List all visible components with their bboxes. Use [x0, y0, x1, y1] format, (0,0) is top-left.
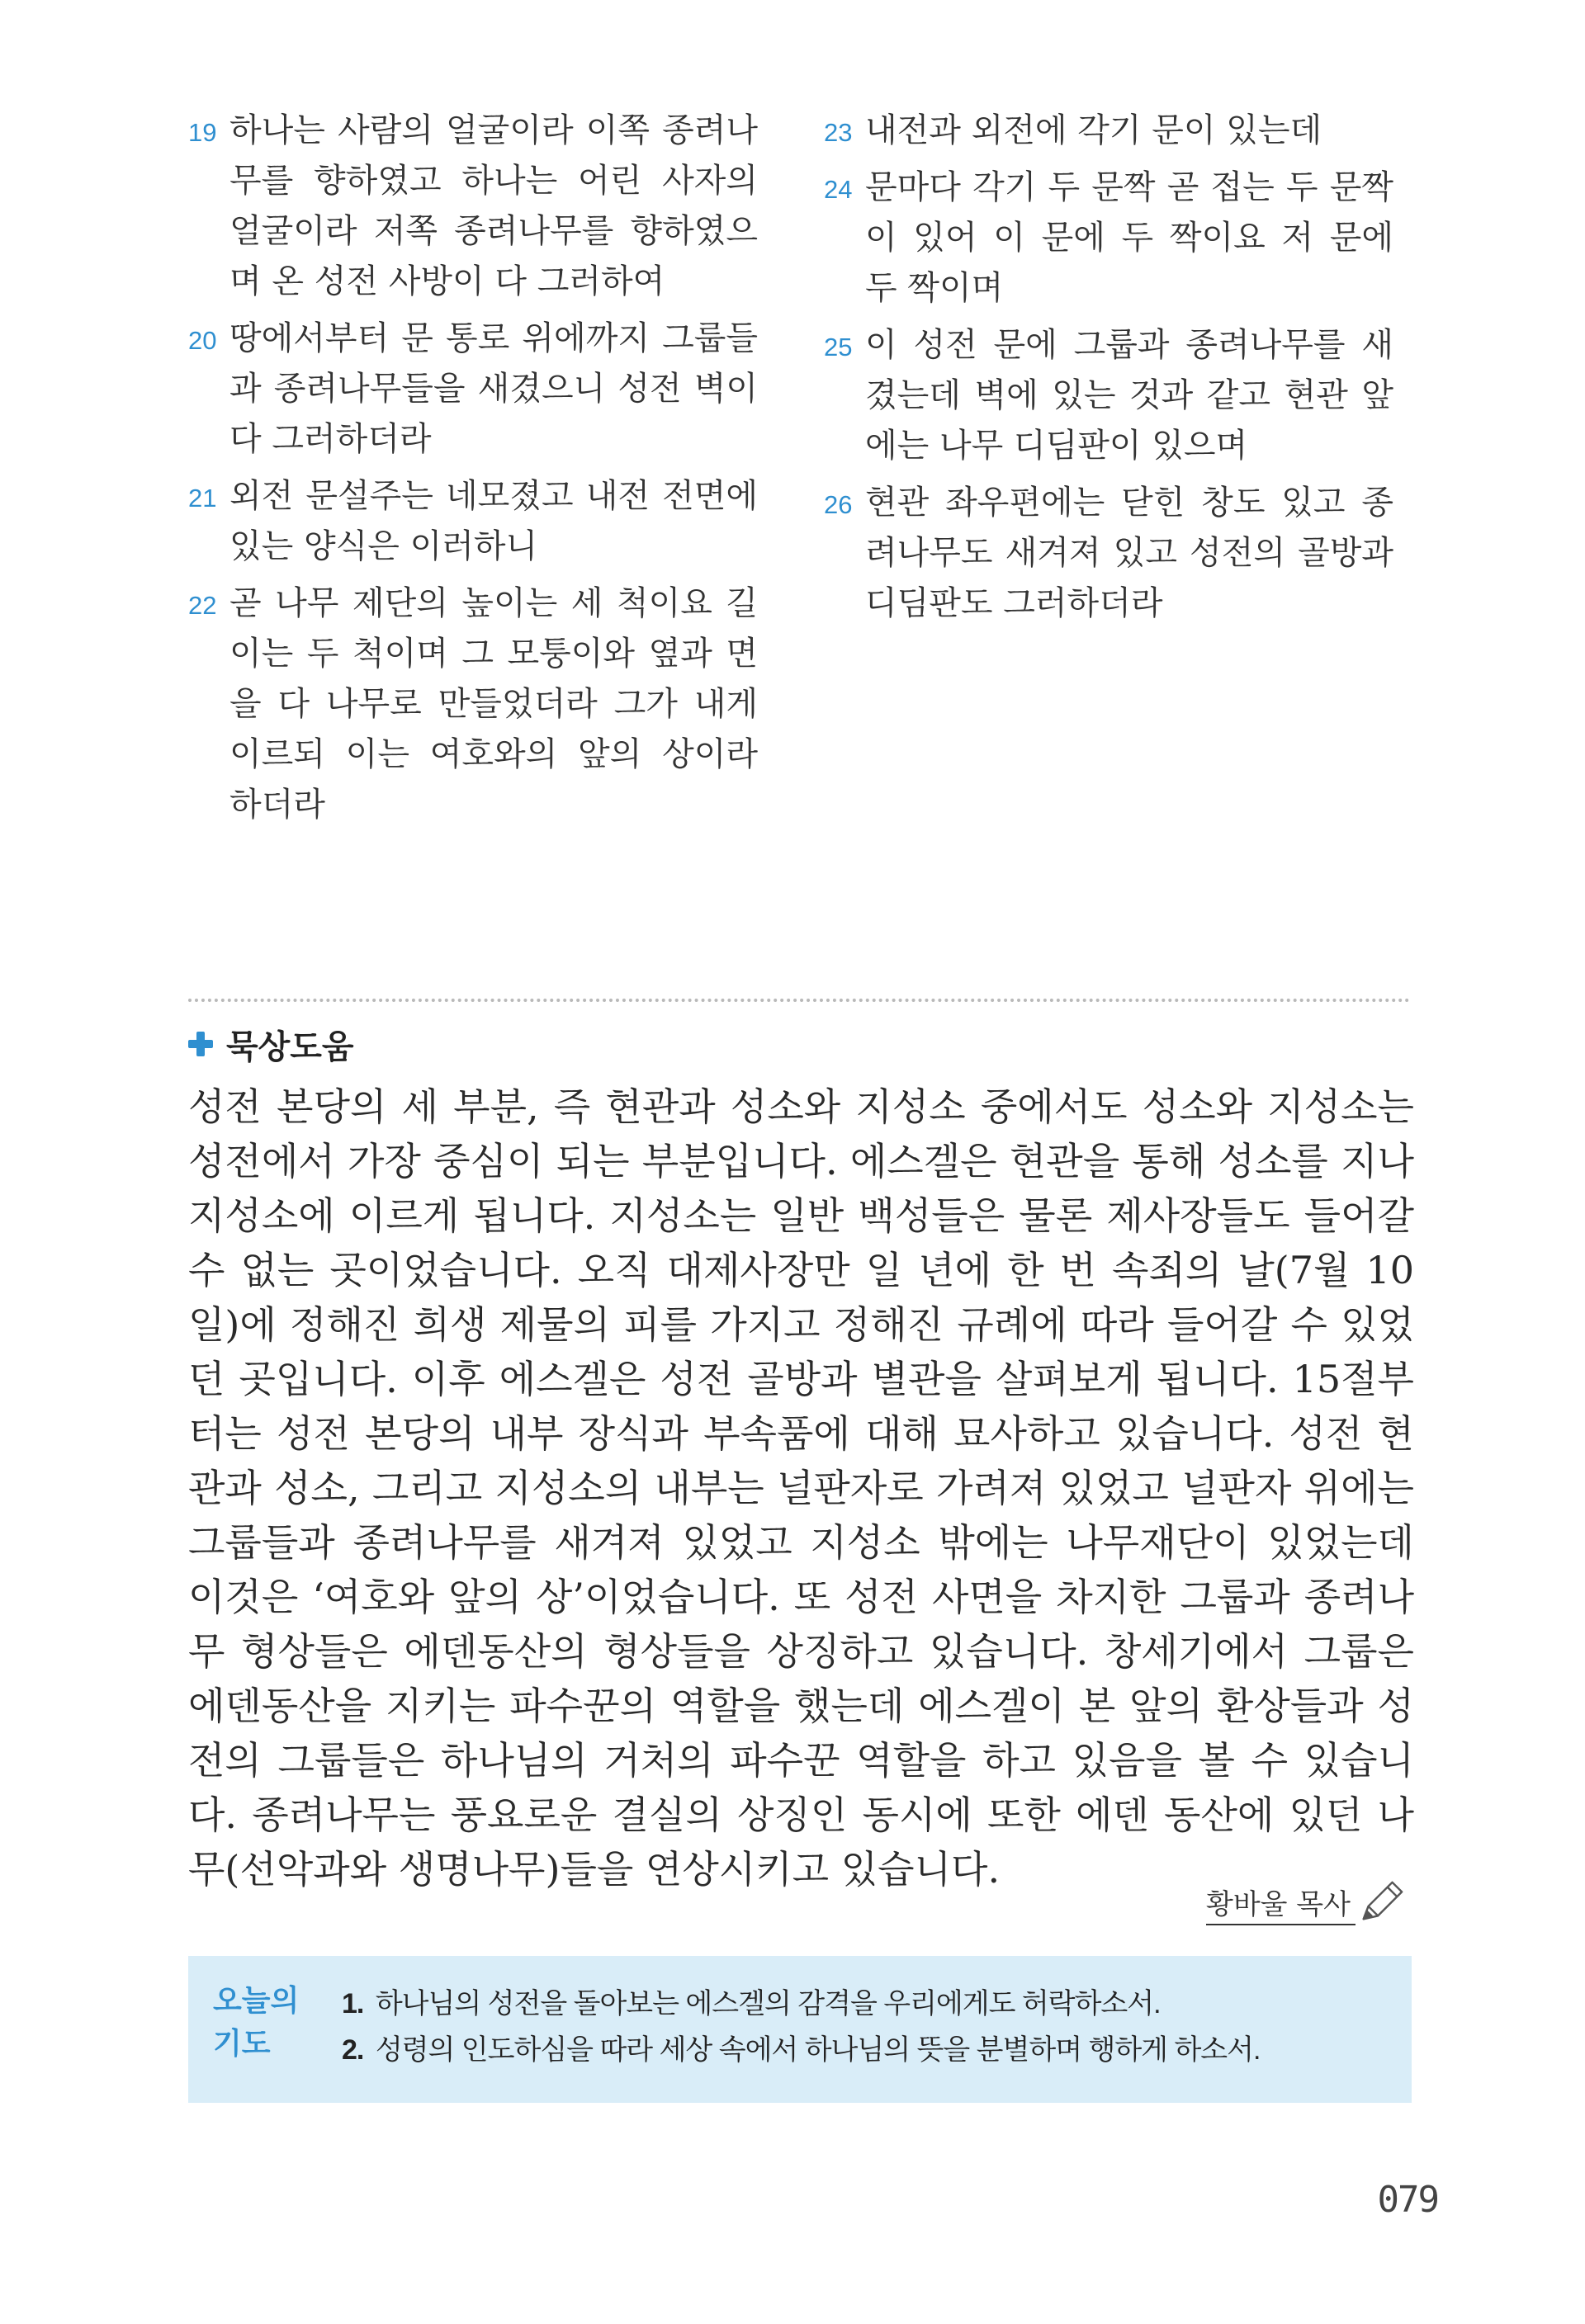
- verse-text: 외전 문설주는 네모졌고 내전 전면에 있는 양식은 이러하니: [229, 477, 758, 565]
- verse-25: [824, 320, 1393, 471]
- prayer-label-line2: 기도: [213, 2026, 271, 2060]
- verse-text: 곧 나무 제단의 높이는 세 척이요 길이는 두 척이며 그 모퉁이와 옆과 면을 다 나무로 만들었더라 그가 내게 이르되 이는 여호와의 앞의 상이라 하더라: [229, 584, 758, 824]
- page-number: 079: [1377, 2179, 1438, 2221]
- verse-number: 23: [824, 118, 853, 147]
- verse-22: [188, 579, 758, 830]
- verse-number: 19: [188, 118, 217, 147]
- meditation-header: [188, 1023, 354, 1065]
- prayer-item: [342, 2027, 1260, 2073]
- author-name: 황바울 목사: [1206, 1882, 1356, 1925]
- verse-23: [824, 106, 1393, 156]
- verse-19: [188, 106, 758, 307]
- verse-number: 26: [824, 490, 853, 519]
- prayer-item-text: 성령의 인도하심을 따라 세상 속에서 하나님의 뜻을 분별하며 행하게 하소서.: [375, 2034, 1261, 2066]
- verse-number: 25: [824, 333, 853, 361]
- verse-number: 21: [188, 484, 217, 513]
- verses-right-column: [824, 106, 1393, 635]
- prayer-list: [342, 1981, 1260, 2073]
- verse-number: 22: [188, 591, 217, 620]
- verse-text: 땅에서부터 문 통로 위에까지 그룹들과 종려나무들을 새겼으니 성전 벽이 다 그러하더라: [229, 319, 758, 458]
- verse-text: 내전과 외전에 각기 문이 있는데: [865, 111, 1322, 149]
- verse-text: 이 성전 문에 그룹과 종려나무를 새겼는데 벽에 있는 것과 같고 현관 앞에는 나무 디딤판이 있으며: [865, 326, 1393, 465]
- section-title: 묵상도움: [226, 1028, 354, 1065]
- prayer-label-line1: 오늘의: [213, 1983, 300, 2017]
- verse-text: 하나는 사람의 얼굴이라 이쪽 종려나무를 향하였고 하나는 어린 사자의 얼굴이라 저쪽 종려나무를 향하였으며 온 성전 사방이 다 그러하여: [229, 111, 758, 300]
- verse-20: [188, 314, 758, 465]
- prayer-box: [188, 1956, 1412, 2103]
- prayer-item-text: 하나님의 성전을 돌아보는 에스겔의 감격을 우리에게도 허락하소서.: [375, 1988, 1161, 2019]
- prayer-label: [213, 1979, 312, 2065]
- verse-number: 20: [188, 326, 217, 355]
- prayer-item: [342, 1981, 1260, 2027]
- verse-24: [824, 163, 1393, 314]
- verses-left-column: [188, 106, 758, 837]
- verse-text: 현관 좌우편에는 닫힌 창도 있고 종려나무도 새겨져 있고 성전의 골방과 디딤판도 그러하더라: [865, 484, 1393, 622]
- verse-number: 24: [824, 175, 853, 204]
- verse-21: [188, 471, 758, 572]
- dotted-divider: [188, 999, 1410, 1002]
- prayer-item-number: 1.: [342, 1988, 364, 2019]
- verse-text: 문마다 각기 두 문짝 곧 접는 두 문짝이 있어 이 문에 두 짝이요 저 문에 두 짝이며: [865, 168, 1393, 307]
- plus-icon: [188, 1032, 213, 1056]
- pencil-icon: [1357, 1878, 1405, 1925]
- verse-26: [824, 478, 1393, 629]
- prayer-item-number: 2.: [342, 2034, 364, 2066]
- author-signature: [1206, 1878, 1405, 1925]
- meditation-body: 성전 본당의 세 부분, 즉 현관과 성소와 지성소 중에서도 성소와 지성소는 성전에서 가장 중심이 되는 부분입니다. 에스겔은 현관을 통해 성소를 지나 지성소에 이르게 됩니다. 지성소는 일반 백성들은 물론 제사장들도 들어갈 수 없는 곳이었습니다. 오직 대제사장만 일 년에 한 번 속죄의 날(7월 10일)에 정해진 희생 제물의 피를 가지고 정해진 규례에 따라 들어갈 수 있었던 곳입니다. 이후 에스겔은 성전 골방과 별관을 살펴보게 됩니다. 15절부터는 성전 본당의 내부 장식과 부속품에 대해 묘사하고 있습니다. 성전 현관과 성소, 그리고 지성소의 내부는 널판자로 가려져 있었고 널판자 위에는 그룹들과 종려나무를 새겨져 있었고 지성소 밖에는 나무재단이 있었는데 이것은 ‘여호와 앞의 상’이었습니다. 또 성전 사면을 차지한 그룹과 종려나무 형상들은 에덴동산의 형상들을 상징하고 있습니다. 창세기에서 그룹은 에덴동산을 지키는 파수꾼의 역할을 했는데 에스겔이 본 앞의 환상들과 성전의 그룹들은 하나님의 거처의 파수꾼 역할을 하고 있음을 볼 수 있습니다. 종려나무는 풍요로운 결실의 상징인 동시에 또한 에덴 동산에 있던 나무(선악과와 생명나무)들을 연상시키고 있습니다.: [188, 1084, 1414, 1892]
